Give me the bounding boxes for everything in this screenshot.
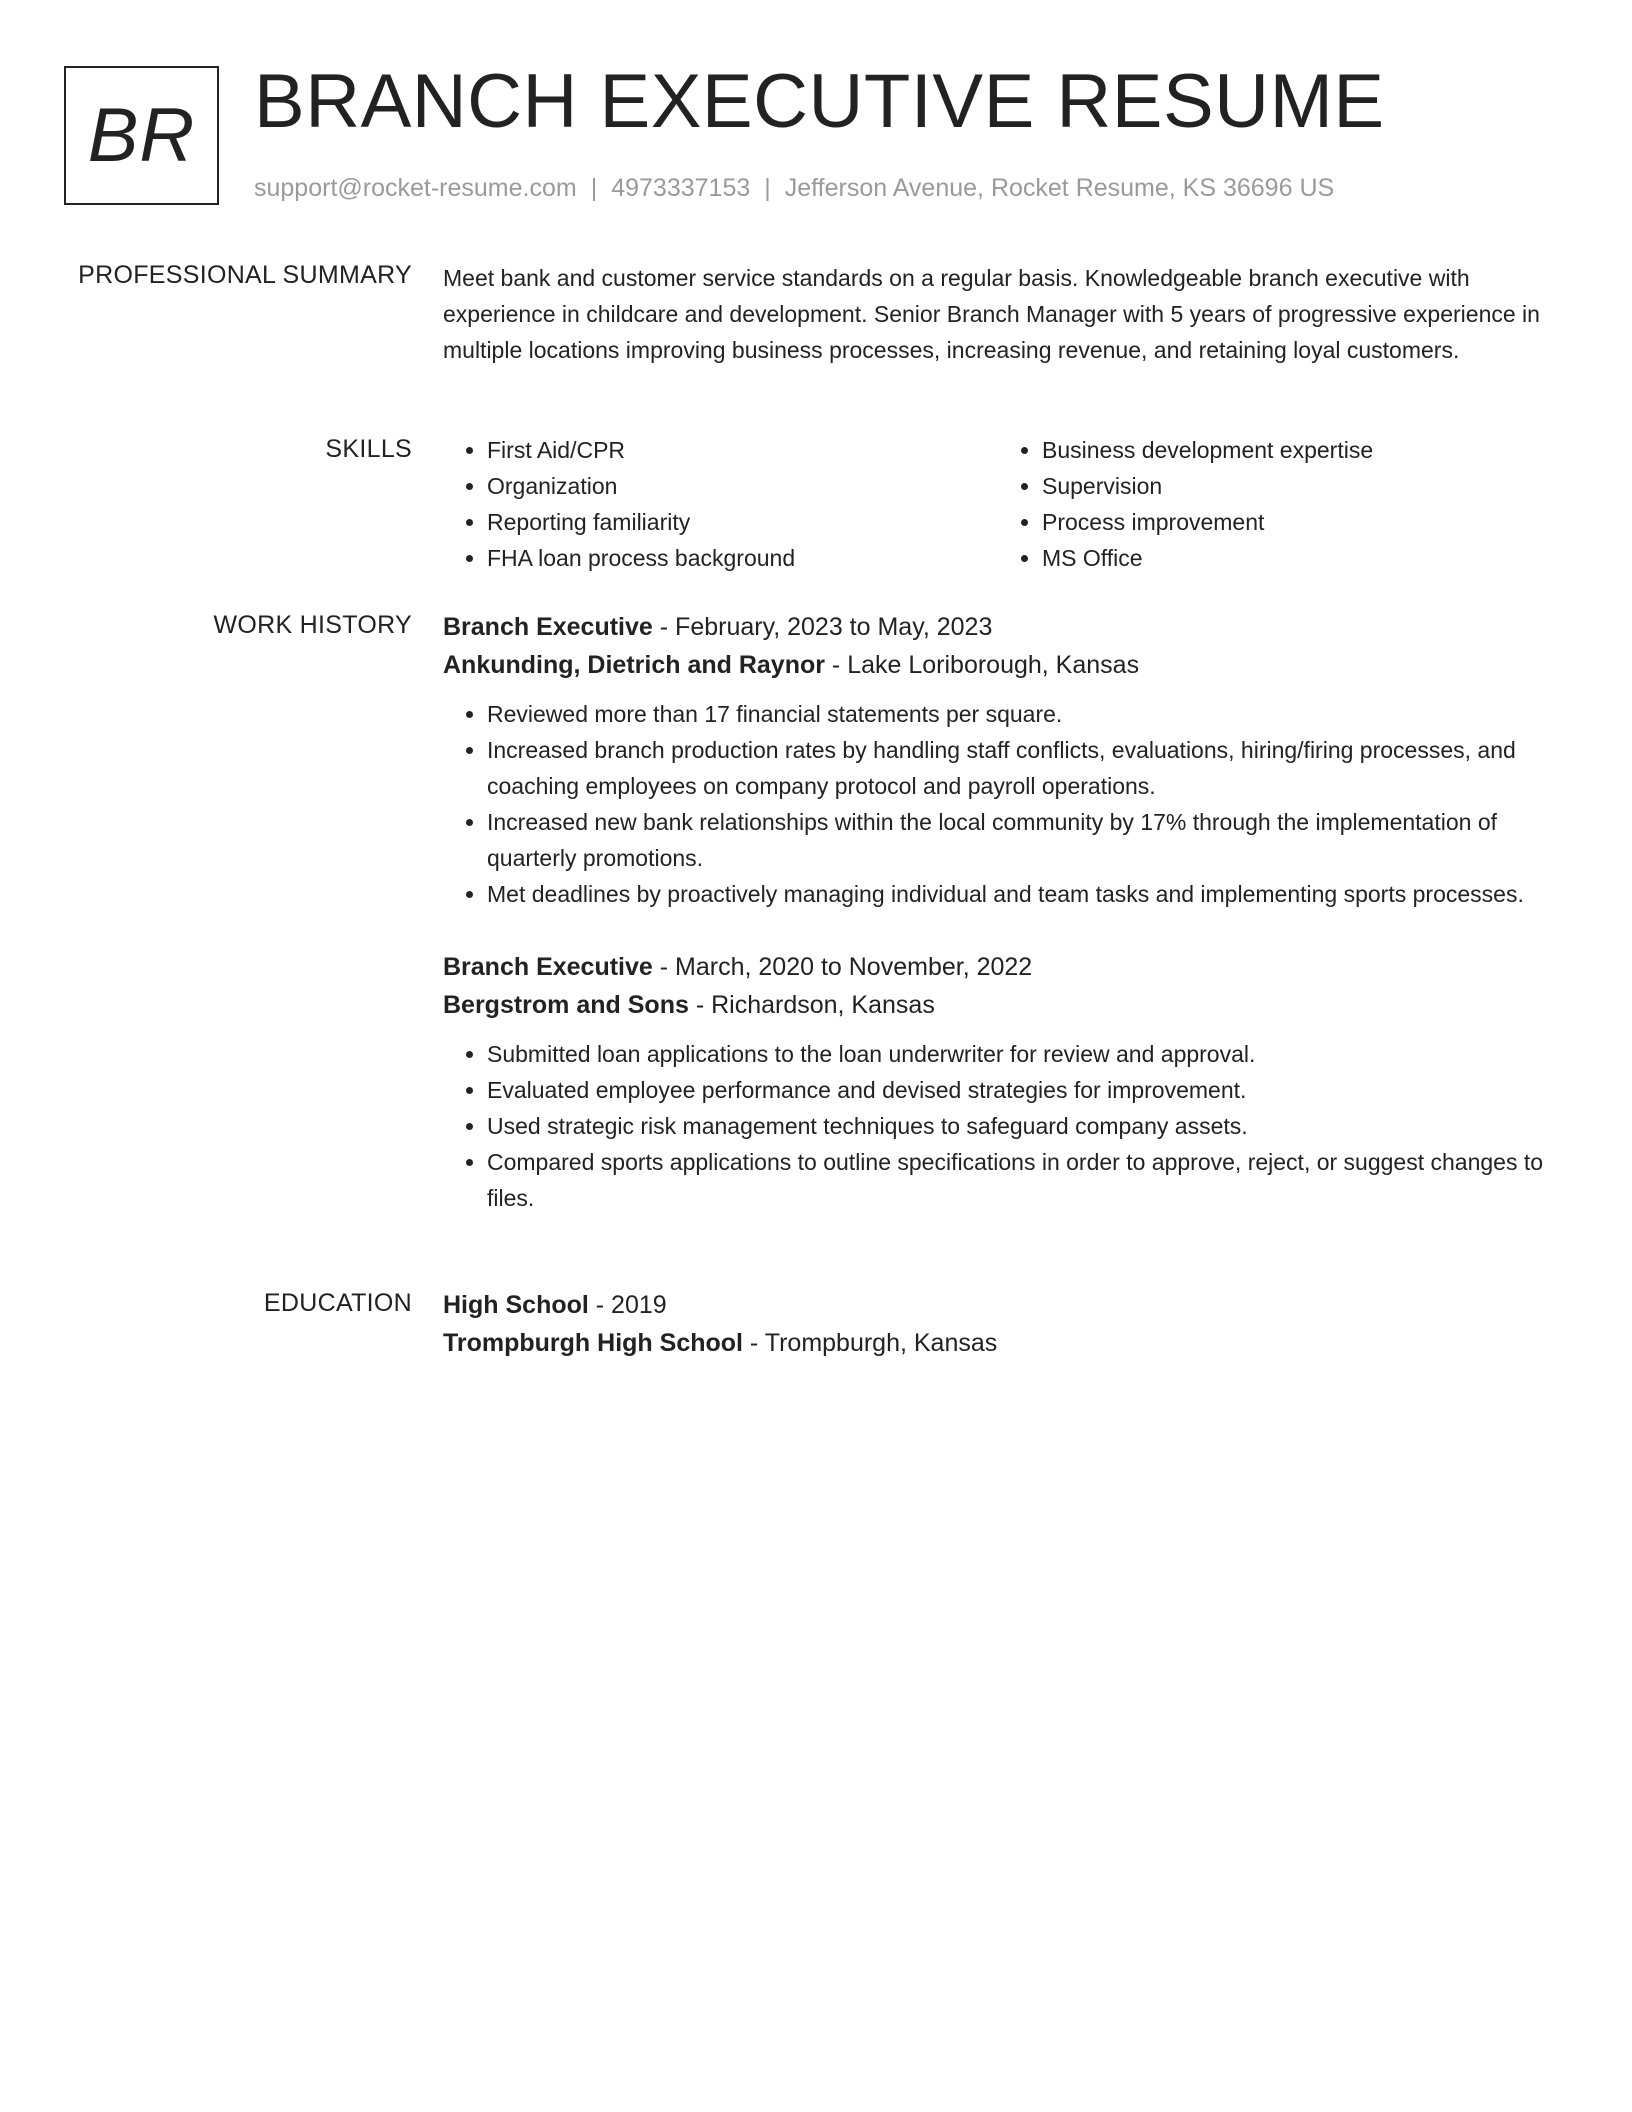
education-label: EDUCATION — [263, 1289, 412, 1317]
skills-list-right — [998, 432, 1553, 576]
job-bullet: • Used strategic risk management techniques to safeguard company assets. — [487, 1108, 1553, 1144]
job-bullet: • Reviewed more than 17 financial statements per square. — [487, 696, 1553, 732]
company-line — [443, 986, 1553, 1024]
skill-item: • Process improvement — [1042, 504, 1553, 540]
job-title-line — [443, 948, 1553, 986]
education-content — [443, 1286, 1553, 1362]
skills-content — [443, 432, 1553, 576]
job-spacer — [443, 912, 1553, 948]
skill-item: • Organization — [487, 468, 998, 504]
company-name: Bergstrom and Sons — [443, 991, 689, 1019]
skills-label: SKILLS — [325, 435, 412, 463]
job-bullet: • Increased branch production rates by handling staff conflicts, evaluations, hiring/firing processes, and coaching employees on company protocol and payroll operations. — [487, 732, 1553, 804]
degree-line — [443, 1286, 1553, 1324]
job-entry — [443, 608, 1553, 912]
skills-list-left — [443, 432, 998, 576]
contact-phone[interactable]: 4973337153 — [611, 174, 751, 202]
resume-title: BRANCH EXECUTIVE RESUME — [254, 59, 1385, 144]
company-location: - Lake Loriborough, Kansas — [824, 651, 1140, 679]
skill-item: • First Aid/CPR — [487, 432, 998, 468]
company-location: - Richardson, Kansas — [688, 991, 935, 1019]
degree: High School — [443, 1291, 589, 1319]
job-title: Branch Executive — [443, 613, 653, 641]
company-name: Ankunding, Dietrich and Raynor — [443, 651, 825, 679]
skill-item: • Business development expertise — [1042, 432, 1553, 468]
skill-item: • Reporting familiarity — [487, 504, 998, 540]
contact-separator: | — [590, 174, 598, 202]
summary-label: PROFESSIONAL SUMMARY — [78, 261, 412, 289]
work-history-label: WORK HISTORY — [213, 611, 412, 639]
company-line — [443, 646, 1553, 684]
job-bullet: • Increased new bank relationships within the local community by 17% through the implementation of quarterly promotions. — [487, 804, 1553, 876]
school-name: Trompburgh High School — [443, 1329, 743, 1357]
monogram-initials: BR — [87, 93, 196, 178]
contact-line — [254, 172, 1334, 204]
school-location: - Trompburgh, Kansas — [742, 1329, 998, 1357]
job-bullet: • Submitted loan applications to the loan underwriter for review and approval. — [487, 1036, 1553, 1072]
job-bullets — [443, 1036, 1553, 1216]
job-title: Branch Executive — [443, 953, 653, 981]
job-dates: - February, 2023 to May, 2023 — [652, 613, 993, 641]
monogram-box — [64, 66, 219, 205]
job-title-line — [443, 608, 1553, 646]
summary-text: Meet bank and customer service standards on a regular basis. Knowledgeable branch executive with experience in childcare and development. Senior Branch Manager with 5 years of progressive experience in multiple locations improving business processes, increasing revenue, and retaining loyal customers. — [443, 265, 1540, 363]
contact-email[interactable]: support@rocket-resume.com — [254, 174, 577, 202]
job-dates: - March, 2020 to November, 2022 — [652, 953, 1033, 981]
job-bullet: • Compared sports applications to outline specifications in order to approve, reject, or suggest changes to files. — [487, 1144, 1553, 1216]
skill-item: • Supervision — [1042, 468, 1553, 504]
summary-content — [443, 260, 1553, 368]
job-bullet: • Met deadlines by proactively managing individual and team tasks and implementing sports processes. — [487, 876, 1553, 912]
school-line — [443, 1324, 1553, 1362]
skill-item: • FHA loan process background — [487, 540, 998, 576]
job-bullets — [443, 696, 1553, 912]
job-entry — [443, 948, 1553, 1216]
work-history-content — [443, 608, 1553, 1216]
skill-item: • MS Office — [1042, 540, 1553, 576]
degree-year: - 2019 — [588, 1291, 667, 1319]
contact-address: Jefferson Avenue, Rocket Resume, KS 36696 US — [784, 174, 1335, 202]
job-bullet: • Evaluated employee performance and devised strategies for improvement. — [487, 1072, 1553, 1108]
contact-separator: | — [764, 174, 771, 202]
